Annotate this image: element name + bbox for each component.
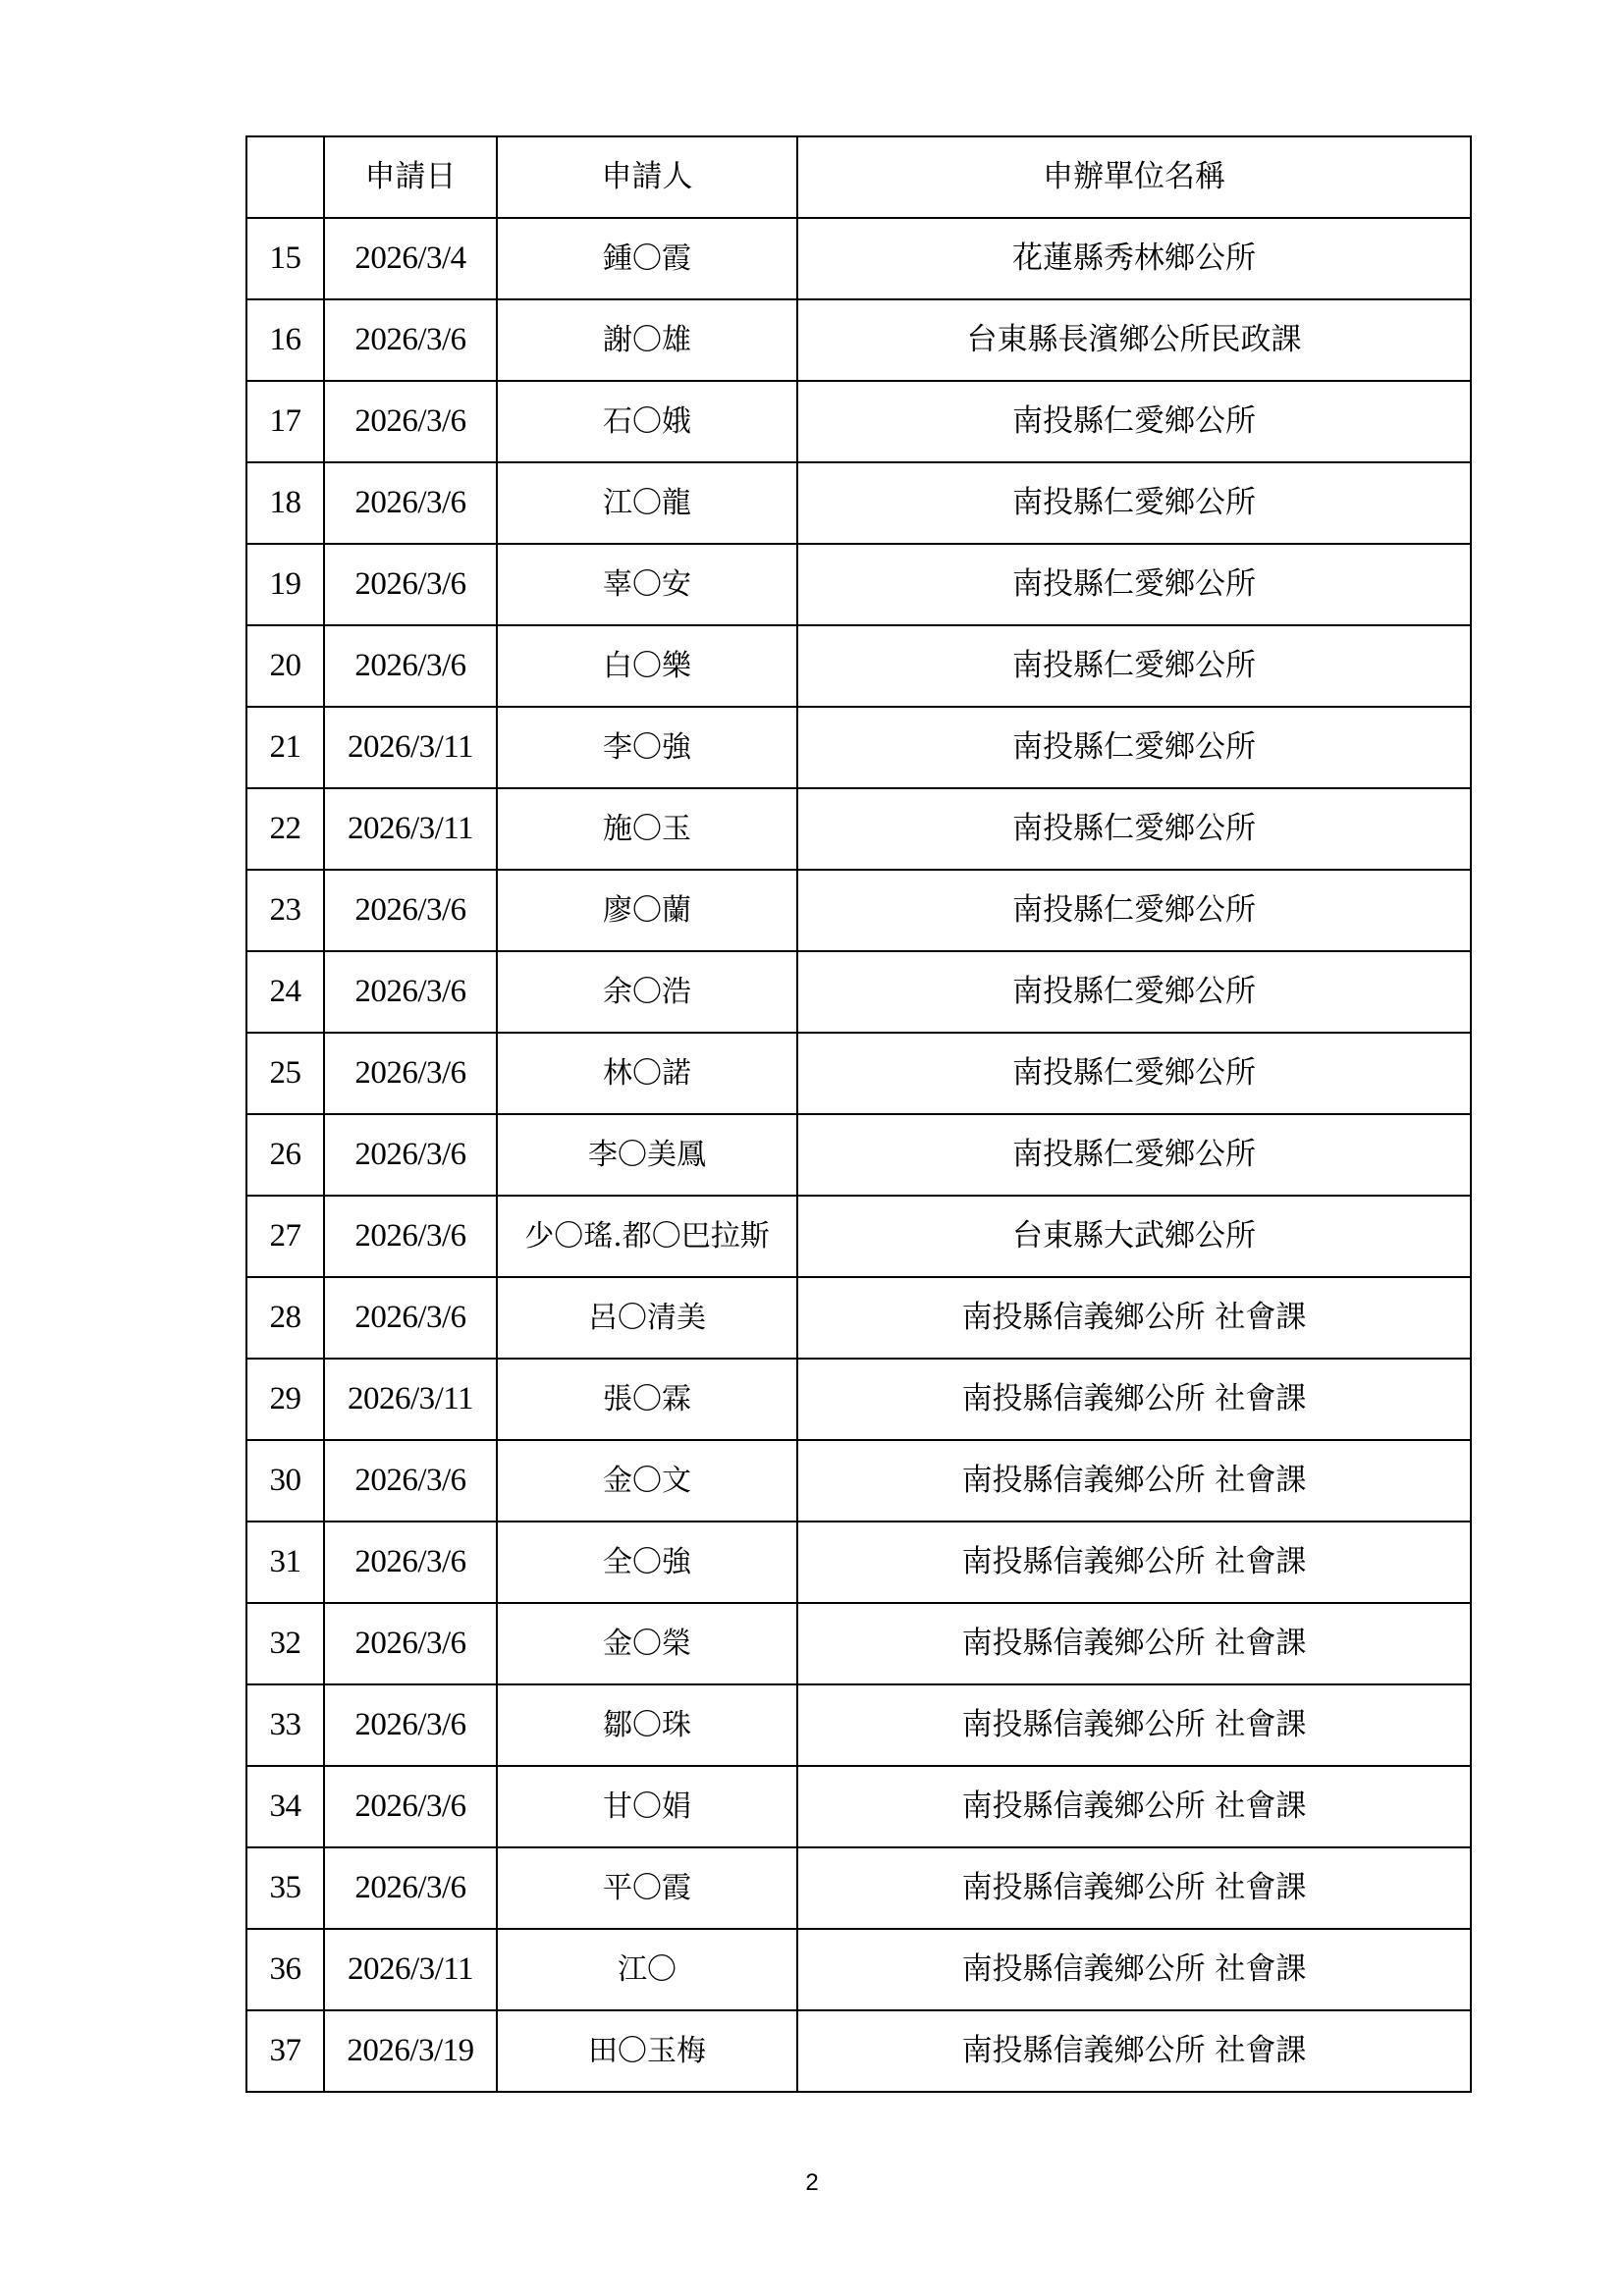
header-number (246, 136, 324, 218)
cell-applicant: 李〇美鳳 (497, 1114, 797, 1196)
cell-date: 2026/3/6 (324, 951, 497, 1033)
cell-number: 21 (246, 707, 324, 788)
cell-applicant: 少〇瑤.都〇巴拉斯 (497, 1196, 797, 1277)
cell-number: 19 (246, 544, 324, 625)
cell-number: 15 (246, 218, 324, 299)
table-row (246, 1196, 1471, 1277)
table-row (246, 544, 1471, 625)
cell-unit: 南投縣信義鄉公所 社會課 (797, 1522, 1471, 1603)
cell-number: 20 (246, 625, 324, 707)
table-row (246, 1929, 1471, 2010)
cell-applicant: 鄒〇珠 (497, 1684, 797, 1766)
cell-date: 2026/3/6 (324, 1196, 497, 1277)
applicant-table (245, 135, 1472, 2093)
table-row (246, 1847, 1471, 1929)
cell-applicant: 施〇玉 (497, 788, 797, 870)
cell-number: 25 (246, 1033, 324, 1114)
table-row (246, 951, 1471, 1033)
table-row (246, 462, 1471, 544)
table-row (246, 1603, 1471, 1684)
table-row (246, 788, 1471, 870)
cell-applicant: 江〇龍 (497, 462, 797, 544)
cell-applicant: 金〇榮 (497, 1603, 797, 1684)
cell-applicant: 林〇諾 (497, 1033, 797, 1114)
cell-unit: 南投縣信義鄉公所 社會課 (797, 2010, 1471, 2092)
cell-number: 30 (246, 1440, 324, 1522)
cell-applicant: 廖〇蘭 (497, 870, 797, 951)
cell-date: 2026/3/6 (324, 1440, 497, 1522)
cell-applicant: 鍾〇霞 (497, 218, 797, 299)
cell-applicant: 全〇強 (497, 1522, 797, 1603)
cell-date: 2026/3/4 (324, 218, 497, 299)
cell-applicant: 白〇樂 (497, 625, 797, 707)
header-date: 申請日 (324, 136, 497, 218)
cell-unit: 南投縣仁愛鄉公所 (797, 870, 1471, 951)
cell-unit: 台東縣長濱鄉公所民政課 (797, 299, 1471, 381)
cell-date: 2026/3/6 (324, 299, 497, 381)
cell-date: 2026/3/6 (324, 1684, 497, 1766)
cell-number: 32 (246, 1603, 324, 1684)
table-row (246, 1359, 1471, 1440)
cell-applicant: 金〇文 (497, 1440, 797, 1522)
table-row (246, 381, 1471, 462)
cell-applicant: 甘〇娟 (497, 1766, 797, 1847)
cell-date: 2026/3/6 (324, 1522, 497, 1603)
table-row (246, 1684, 1471, 1766)
header-applicant: 申請人 (497, 136, 797, 218)
cell-date: 2026/3/11 (324, 707, 497, 788)
cell-date: 2026/3/6 (324, 1033, 497, 1114)
cell-number: 34 (246, 1766, 324, 1847)
cell-unit: 花蓮縣秀林鄉公所 (797, 218, 1471, 299)
cell-number: 37 (246, 2010, 324, 2092)
cell-number: 36 (246, 1929, 324, 2010)
cell-applicant: 辜〇安 (497, 544, 797, 625)
cell-applicant: 余〇浩 (497, 951, 797, 1033)
cell-applicant: 江〇 (497, 1929, 797, 2010)
cell-unit: 南投縣信義鄉公所 社會課 (797, 1684, 1471, 1766)
cell-unit: 南投縣仁愛鄉公所 (797, 707, 1471, 788)
cell-unit: 南投縣信義鄉公所 社會課 (797, 1766, 1471, 1847)
cell-date: 2026/3/11 (324, 1929, 497, 2010)
cell-applicant: 呂〇清美 (497, 1277, 797, 1359)
table-row (246, 299, 1471, 381)
cell-number: 28 (246, 1277, 324, 1359)
cell-date: 2026/3/6 (324, 1847, 497, 1929)
cell-unit: 南投縣仁愛鄉公所 (797, 1114, 1471, 1196)
table-row (246, 1277, 1471, 1359)
cell-unit: 南投縣仁愛鄉公所 (797, 462, 1471, 544)
cell-date: 2026/3/6 (324, 1114, 497, 1196)
cell-date: 2026/3/11 (324, 788, 497, 870)
cell-applicant: 石〇娥 (497, 381, 797, 462)
cell-unit: 南投縣信義鄉公所 社會課 (797, 1440, 1471, 1522)
cell-date: 2026/3/6 (324, 1766, 497, 1847)
cell-applicant: 平〇霞 (497, 1847, 797, 1929)
cell-date: 2026/3/11 (324, 1359, 497, 1440)
cell-date: 2026/3/6 (324, 870, 497, 951)
table-row (246, 218, 1471, 299)
cell-number: 17 (246, 381, 324, 462)
table-row (246, 1440, 1471, 1522)
cell-number: 27 (246, 1196, 324, 1277)
cell-date: 2026/3/6 (324, 462, 497, 544)
cell-number: 22 (246, 788, 324, 870)
cell-unit: 南投縣仁愛鄉公所 (797, 1033, 1471, 1114)
table-row (246, 2010, 1471, 2092)
table-row (246, 870, 1471, 951)
cell-unit: 南投縣仁愛鄉公所 (797, 544, 1471, 625)
table-row (246, 1114, 1471, 1196)
cell-unit: 南投縣信義鄉公所 社會課 (797, 1359, 1471, 1440)
cell-unit: 南投縣信義鄉公所 社會課 (797, 1277, 1471, 1359)
cell-number: 33 (246, 1684, 324, 1766)
cell-date: 2026/3/6 (324, 1277, 497, 1359)
cell-number: 23 (246, 870, 324, 951)
table-row (246, 707, 1471, 788)
table-body (246, 218, 1471, 2092)
cell-unit: 南投縣信義鄉公所 社會課 (797, 1603, 1471, 1684)
cell-unit: 台東縣大武鄉公所 (797, 1196, 1471, 1277)
cell-unit: 南投縣仁愛鄉公所 (797, 951, 1471, 1033)
cell-applicant: 張〇霖 (497, 1359, 797, 1440)
cell-applicant: 李〇強 (497, 707, 797, 788)
cell-date: 2026/3/19 (324, 2010, 497, 2092)
cell-date: 2026/3/6 (324, 625, 497, 707)
cell-applicant: 田〇玉梅 (497, 2010, 797, 2092)
header-unit: 申辦單位名稱 (797, 136, 1471, 218)
cell-number: 35 (246, 1847, 324, 1929)
table-row (246, 1522, 1471, 1603)
cell-date: 2026/3/6 (324, 1603, 497, 1684)
cell-unit: 南投縣信義鄉公所 社會課 (797, 1847, 1471, 1929)
cell-number: 16 (246, 299, 324, 381)
cell-number: 24 (246, 951, 324, 1033)
page-number: 2 (805, 2169, 819, 2196)
cell-unit: 南投縣仁愛鄉公所 (797, 625, 1471, 707)
table-row (246, 1766, 1471, 1847)
cell-number: 18 (246, 462, 324, 544)
cell-number: 31 (246, 1522, 324, 1603)
table-row (246, 1033, 1471, 1114)
cell-applicant: 謝〇雄 (497, 299, 797, 381)
table-header-row (246, 136, 1471, 218)
table-row (246, 625, 1471, 707)
cell-date: 2026/3/6 (324, 544, 497, 625)
cell-number: 29 (246, 1359, 324, 1440)
cell-number: 26 (246, 1114, 324, 1196)
cell-unit: 南投縣信義鄉公所 社會課 (797, 1929, 1471, 2010)
cell-unit: 南投縣仁愛鄉公所 (797, 788, 1471, 870)
cell-unit: 南投縣仁愛鄉公所 (797, 381, 1471, 462)
cell-date: 2026/3/6 (324, 381, 497, 462)
